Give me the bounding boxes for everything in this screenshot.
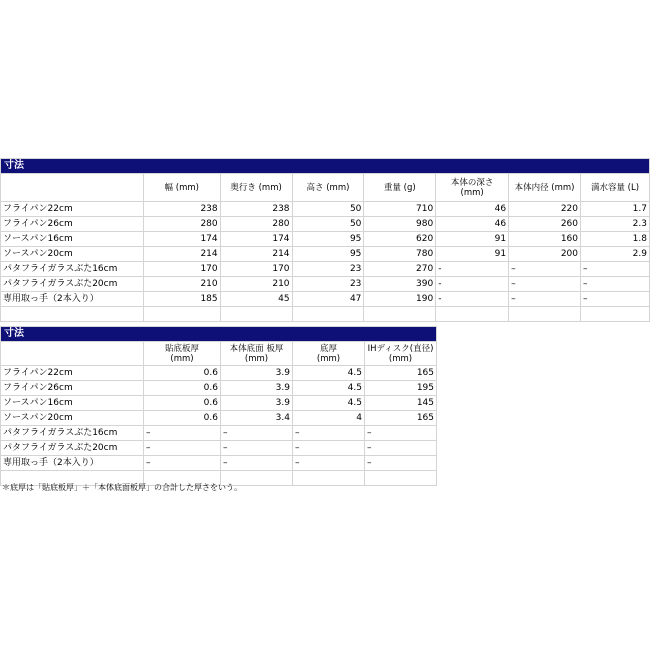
value-cell[interactable]: – <box>581 262 650 277</box>
value-cell[interactable]: 780 <box>364 247 436 262</box>
column-header[interactable] <box>1 174 144 202</box>
row-label-cell[interactable]: ソースパン16cm <box>1 396 144 411</box>
value-cell[interactable]: 214 <box>143 247 220 262</box>
value-cell[interactable]: 0.6 <box>144 381 221 396</box>
table-row <box>1 277 650 292</box>
table-banner: 寸法 <box>1 327 437 342</box>
value-cell[interactable]: 220 <box>509 202 581 217</box>
table-row <box>1 232 650 247</box>
column-header[interactable]: 本体内径 (mm) <box>509 174 581 202</box>
value-cell[interactable]: – <box>293 426 365 441</box>
value-cell[interactable]: – <box>221 441 293 456</box>
row-label-cell[interactable]: パタフライガラスぶた16cm <box>1 426 144 441</box>
value-cell[interactable]: 200 <box>509 247 581 262</box>
value-cell[interactable]: 214 <box>220 247 292 262</box>
row-label-cell[interactable]: フライパン22cm <box>1 366 144 381</box>
value-cell[interactable]: 210 <box>143 277 220 292</box>
row-label-cell[interactable]: パタフライガラスぶた20cm <box>1 441 144 456</box>
footnote: ＊底厚は「貼底板厚」＋「本体底面板厚」の合計した厚さをいう。 <box>2 483 242 492</box>
thickness-table <box>0 326 437 486</box>
value-cell[interactable]: 0.6 <box>144 411 221 426</box>
value-cell[interactable]: - <box>436 292 509 307</box>
value-cell[interactable]: – <box>293 441 365 456</box>
value-cell[interactable]: 165 <box>365 411 437 426</box>
column-header[interactable]: 高さ (mm) <box>292 174 364 202</box>
value-cell[interactable]: 185 <box>143 292 220 307</box>
value-cell[interactable]: – <box>293 456 365 471</box>
table-row <box>1 366 437 381</box>
column-header[interactable]: 満水容量 (L) <box>581 174 650 202</box>
table-row <box>1 381 437 396</box>
value-cell[interactable]: 50 <box>292 202 364 217</box>
table-row-empty <box>1 307 650 322</box>
value-cell[interactable]: 174 <box>220 232 292 247</box>
table-banner: 寸法 <box>1 159 650 174</box>
table-header-row <box>1 342 437 366</box>
column-header[interactable]: 本体底面 板厚 (mm) <box>221 342 293 366</box>
value-cell[interactable]: – <box>509 292 581 307</box>
column-header[interactable] <box>1 342 144 366</box>
row-label-cell[interactable]: パタフライガラスぶた20cm <box>1 277 144 292</box>
table-row <box>1 262 650 277</box>
value-cell[interactable]: 390 <box>364 277 436 292</box>
value-cell[interactable]: 0.6 <box>144 366 221 381</box>
value-cell[interactable]: – <box>581 277 650 292</box>
value-cell[interactable]: 210 <box>220 277 292 292</box>
value-cell[interactable]: 4.5 <box>293 396 365 411</box>
row-label-cell[interactable]: 専用取っ手（2本入り） <box>1 292 144 307</box>
value-cell[interactable]: - <box>436 262 509 277</box>
value-cell[interactable]: 238 <box>220 202 292 217</box>
value-cell[interactable]: 2.3 <box>581 217 650 232</box>
value-cell[interactable]: – <box>144 426 221 441</box>
value-cell[interactable]: - <box>436 277 509 292</box>
value-cell[interactable]: 165 <box>365 366 437 381</box>
value-cell[interactable]: 238 <box>143 202 220 217</box>
value-cell[interactable]: – <box>144 441 221 456</box>
value-cell[interactable]: 160 <box>509 232 581 247</box>
value-cell[interactable]: 46 <box>436 217 509 232</box>
value-cell[interactable]: – <box>365 456 437 471</box>
value-cell[interactable]: 270 <box>364 262 436 277</box>
row-label-cell[interactable]: フライパン26cm <box>1 381 144 396</box>
column-header[interactable]: 貼底板厚 (mm) <box>144 342 221 366</box>
value-cell[interactable]: 710 <box>364 202 436 217</box>
value-cell[interactable]: 1.8 <box>581 232 650 247</box>
value-cell[interactable]: 170 <box>143 262 220 277</box>
value-cell[interactable]: – <box>509 262 581 277</box>
value-cell[interactable]: 170 <box>220 262 292 277</box>
value-cell[interactable]: 91 <box>436 232 509 247</box>
column-header[interactable]: 重量 (g) <box>364 174 436 202</box>
value-cell[interactable]: 0.6 <box>144 396 221 411</box>
value-cell[interactable]: – <box>221 426 293 441</box>
value-cell[interactable]: 23 <box>292 277 364 292</box>
value-cell[interactable]: 50 <box>292 217 364 232</box>
table-row <box>1 247 650 262</box>
column-header[interactable]: 奥行き (mm) <box>220 174 292 202</box>
table-row <box>1 411 437 426</box>
value-cell[interactable]: – <box>365 441 437 456</box>
row-label-cell[interactable]: ソースパン20cm <box>1 411 144 426</box>
column-header[interactable]: 本体の深さ (mm) <box>436 174 509 202</box>
table-row <box>1 456 437 471</box>
table-row <box>1 396 437 411</box>
row-label-cell[interactable]: 専用取っ手（2本入り） <box>1 456 144 471</box>
value-cell[interactable]: 280 <box>220 217 292 232</box>
value-cell[interactable]: 1.7 <box>581 202 650 217</box>
value-cell[interactable]: 620 <box>364 232 436 247</box>
value-cell[interactable]: 45 <box>220 292 292 307</box>
table-row <box>1 441 437 456</box>
table-row <box>1 292 650 307</box>
row-label-cell[interactable]: ソースパン20cm <box>1 247 144 262</box>
value-cell[interactable]: 3.9 <box>221 381 293 396</box>
value-cell[interactable]: 980 <box>364 217 436 232</box>
table-row <box>1 217 650 232</box>
value-cell[interactable]: 4.5 <box>293 381 365 396</box>
row-label-cell[interactable]: ソースパン16cm <box>1 232 144 247</box>
value-cell[interactable]: 3.9 <box>221 396 293 411</box>
dimensions-table <box>0 158 650 322</box>
value-cell[interactable]: – <box>509 277 581 292</box>
row-label-cell[interactable]: パタフライガラスぶた16cm <box>1 262 144 277</box>
column-header[interactable]: 底厚 (mm) <box>293 342 365 366</box>
column-header[interactable]: IHディスク(直径) (mm) <box>365 342 437 366</box>
value-cell[interactable]: 3.4 <box>221 411 293 426</box>
column-header[interactable]: 幅 (mm) <box>143 174 220 202</box>
value-cell[interactable]: 95 <box>292 232 364 247</box>
value-cell[interactable]: 23 <box>292 262 364 277</box>
value-cell[interactable]: 4 <box>293 411 365 426</box>
value-cell[interactable]: 190 <box>364 292 436 307</box>
value-cell[interactable]: 95 <box>292 247 364 262</box>
value-cell[interactable]: 174 <box>143 232 220 247</box>
row-label-cell[interactable]: フライパン22cm <box>1 202 144 217</box>
value-cell[interactable]: – <box>581 292 650 307</box>
value-cell[interactable]: – <box>144 456 221 471</box>
value-cell[interactable]: 195 <box>365 381 437 396</box>
value-cell[interactable]: 91 <box>436 247 509 262</box>
table-row <box>1 426 437 441</box>
value-cell[interactable]: 3.9 <box>221 366 293 381</box>
table-header-row <box>1 174 650 202</box>
value-cell[interactable]: 4.5 <box>293 366 365 381</box>
value-cell[interactable]: 260 <box>509 217 581 232</box>
value-cell[interactable]: – <box>221 456 293 471</box>
value-cell[interactable]: 2.9 <box>581 247 650 262</box>
table-row <box>1 202 650 217</box>
value-cell[interactable]: 145 <box>365 396 437 411</box>
row-label-cell[interactable]: フライパン26cm <box>1 217 144 232</box>
value-cell[interactable]: 280 <box>143 217 220 232</box>
value-cell[interactable]: 46 <box>436 202 509 217</box>
value-cell[interactable]: 47 <box>292 292 364 307</box>
value-cell[interactable]: – <box>365 426 437 441</box>
